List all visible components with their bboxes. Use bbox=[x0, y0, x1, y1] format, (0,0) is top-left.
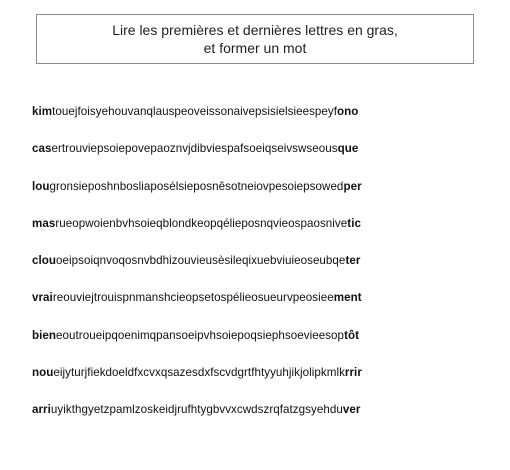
letter-line bbox=[32, 214, 502, 251]
middle-letters: eoutroueipqoenimqpansoeipvhsoiepoqsiephsoevieesop bbox=[56, 328, 345, 342]
middle-letters: gronsieposhnbosliaposélsieposnêsotneiovpesoiepsowed bbox=[49, 179, 344, 193]
bold-start-letters: nou bbox=[32, 366, 54, 380]
middle-letters: rueopwoienbvhsoieqblondkeopqélieposnqvieospaosnive bbox=[55, 216, 348, 230]
letter-line bbox=[32, 363, 502, 400]
bold-start-letters: arri bbox=[32, 403, 51, 417]
middle-letters: ertrouviepsoiepovepaoznvjdibviespafsoeiqseivswseous bbox=[51, 142, 338, 156]
bold-start-letters: mas bbox=[32, 216, 56, 230]
bold-end-letters: ter bbox=[345, 254, 361, 268]
middle-letters: oeipsoiqnvoqosnvbdhizouvieusèsileqixuebviuieoseubqe bbox=[56, 254, 346, 268]
letter-line bbox=[32, 139, 502, 176]
letter-line bbox=[32, 177, 502, 214]
instruction-line-1: Lire les premières et dernières lettres en gras, bbox=[112, 22, 398, 38]
bold-start-letters: vrai bbox=[32, 291, 53, 305]
middle-letters: eijyturjfiekdoeldfxcvxqsazesdxfscvdgrtfhtyyuhjikjolipkmlk bbox=[53, 366, 345, 380]
bold-start-letters: clou bbox=[32, 254, 57, 268]
letter-line bbox=[32, 400, 502, 437]
bold-start-letters: kim bbox=[32, 105, 53, 118]
bold-end-letters: que bbox=[337, 142, 359, 156]
instruction-line-2: et former un mot bbox=[203, 40, 307, 56]
letter-line bbox=[32, 251, 502, 288]
middle-letters: reouviejtrouispnmanshcieopsetospélieosueurvpeosiee bbox=[52, 291, 334, 305]
bold-end-letters: tic bbox=[347, 216, 361, 230]
letter-line bbox=[32, 326, 502, 363]
bold-end-letters: rrir bbox=[344, 366, 362, 380]
bold-start-letters: bien bbox=[32, 328, 57, 342]
bold-start-letters: cas bbox=[32, 142, 52, 156]
middle-letters: uyikthgyetzpamlzoskeidjrufhtygbvvxcwdszrqfatzgsyehdu bbox=[50, 403, 343, 417]
letter-lines-list bbox=[32, 102, 502, 438]
bold-end-letters: ver bbox=[342, 403, 361, 417]
bold-start-letters: lou bbox=[32, 179, 50, 193]
bold-end-letters: per bbox=[343, 179, 362, 193]
middle-letters: touejfoisyehouvanqlauspeoveissonaivepsisielsieespeyf bbox=[52, 105, 338, 118]
bold-end-letters: ono bbox=[337, 105, 359, 118]
letter-line bbox=[32, 102, 502, 139]
bold-end-letters: tôt bbox=[344, 328, 360, 342]
instruction-box bbox=[36, 14, 474, 64]
bold-end-letters: ment bbox=[333, 291, 362, 305]
letter-line bbox=[32, 288, 502, 325]
